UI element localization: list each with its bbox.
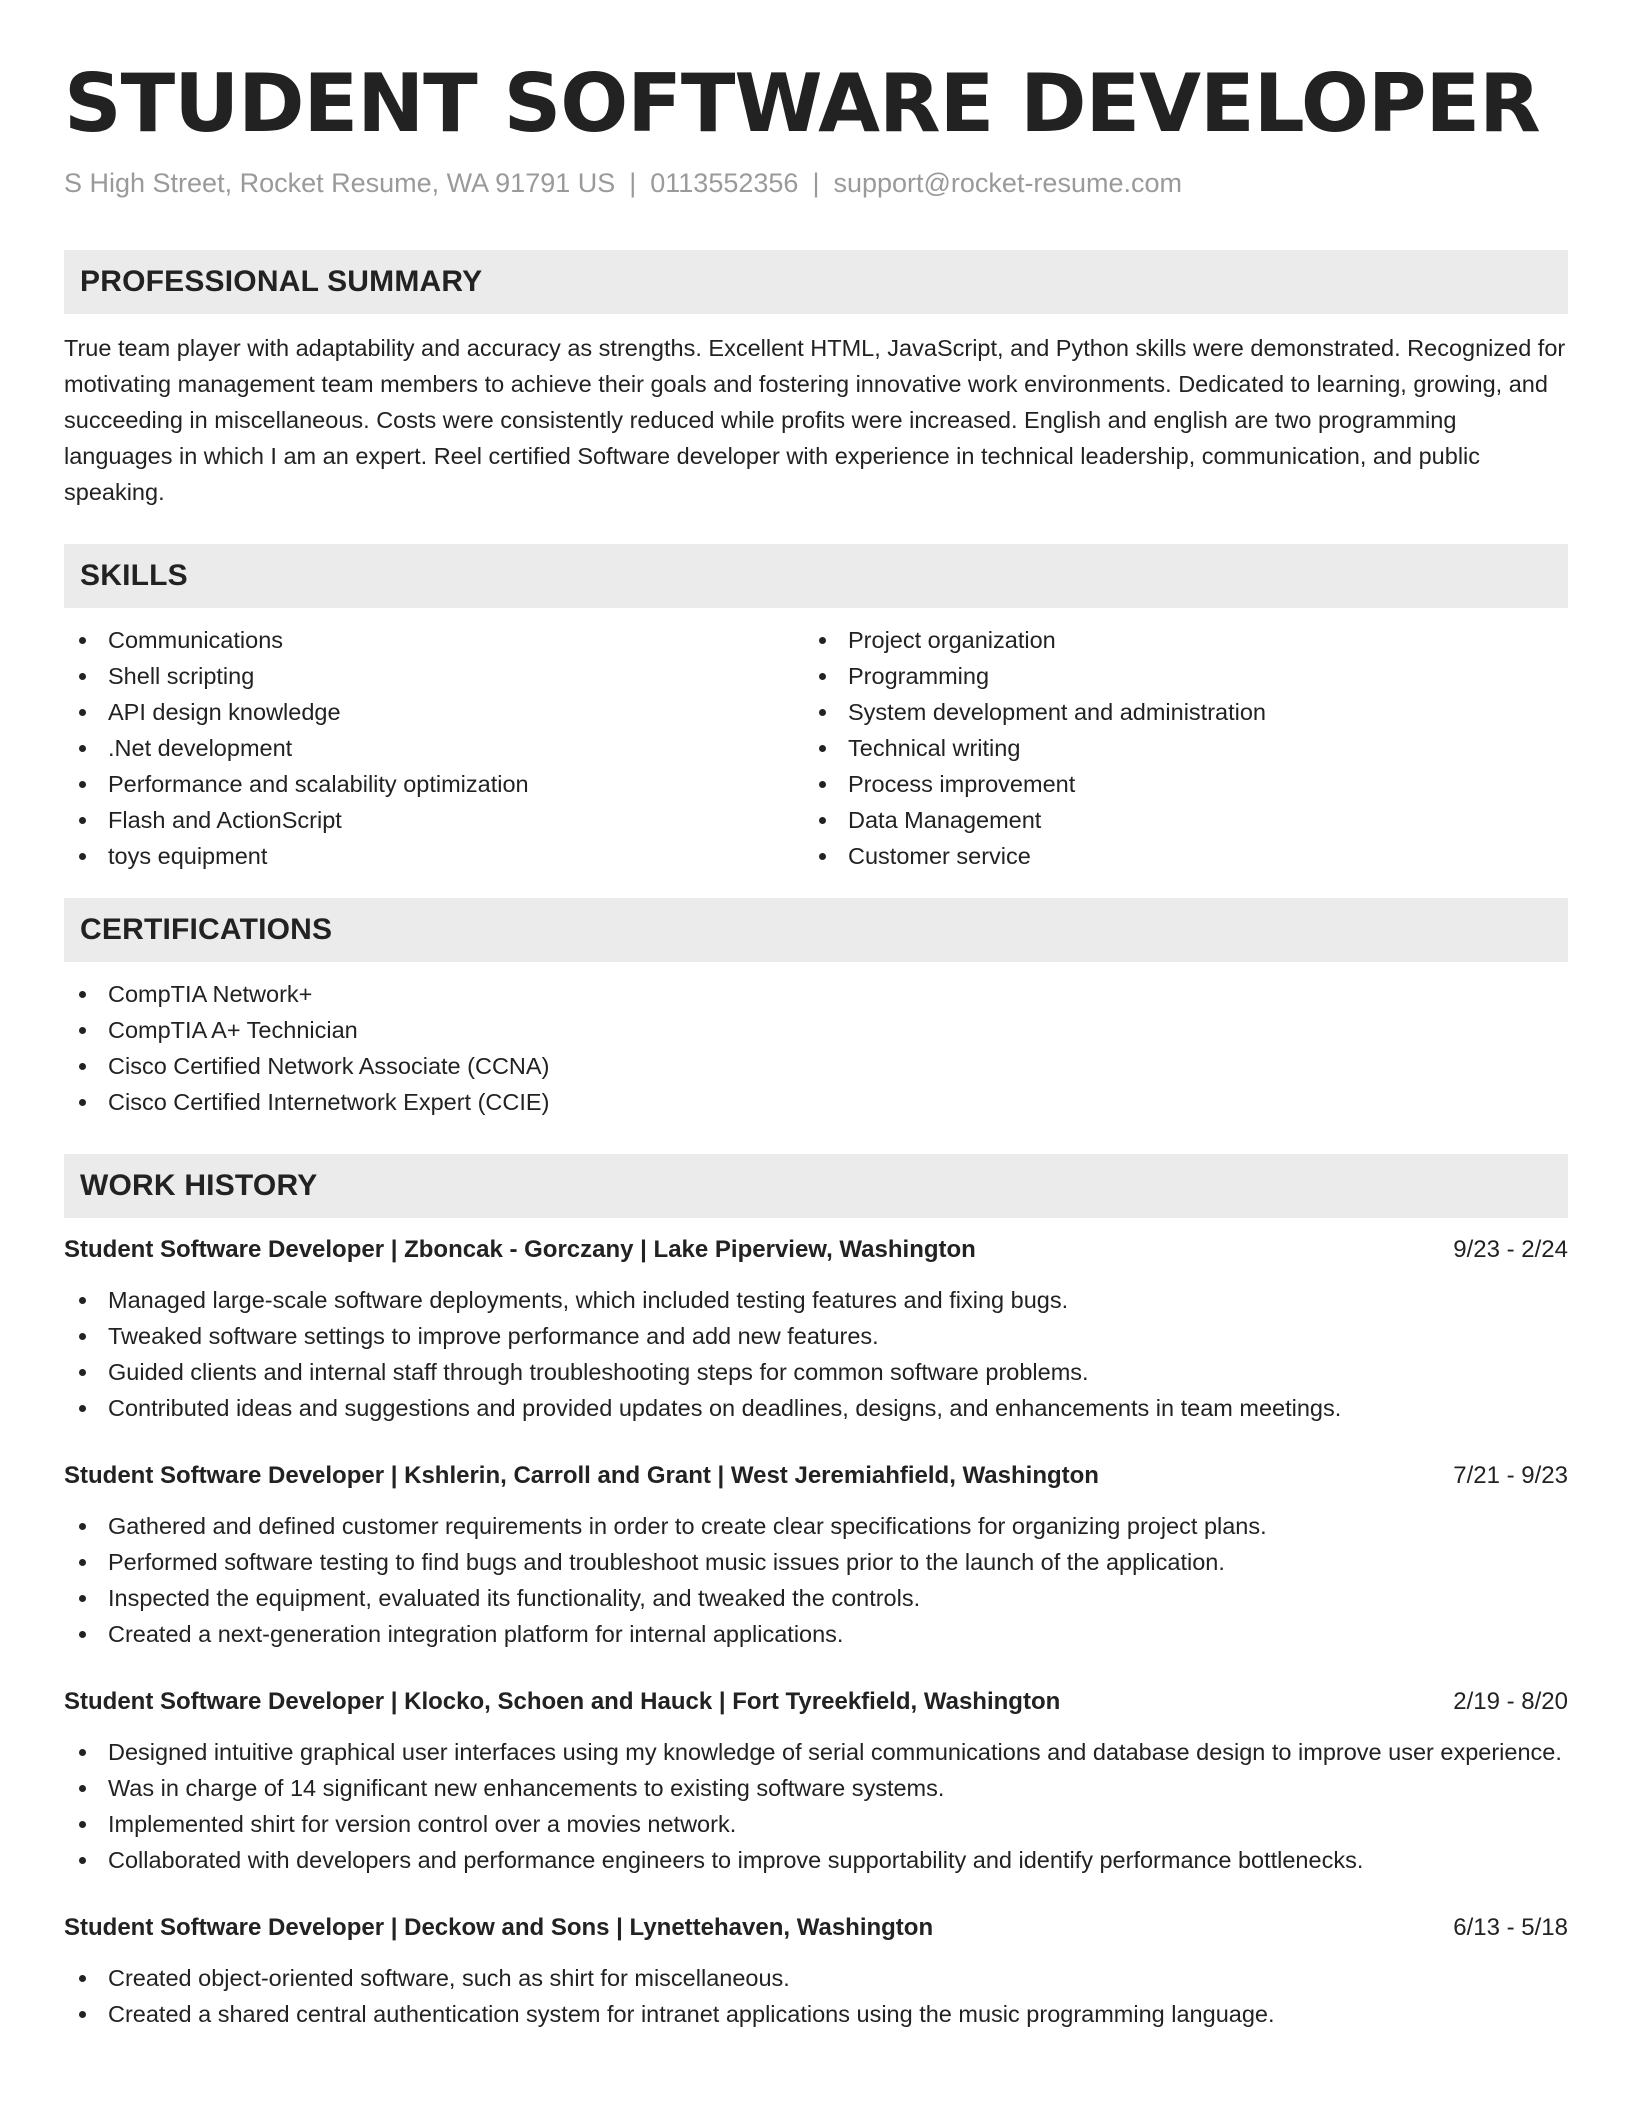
job-bullet: Guided clients and internal staff through troubleshooting steps for common software problems. xyxy=(64,1354,1568,1390)
job-title: Student Software Developer | Klocko, Schoen and Hauck | Fort Tyreekfield, Washington xyxy=(64,1688,1061,1715)
skill-item: System development and administration xyxy=(804,694,1544,730)
contact-separator: | xyxy=(629,168,637,198)
job-bullet: Designed intuitive graphical user interfaces using my knowledge of serial communications and database design to improve user experience. xyxy=(64,1734,1568,1770)
skill-item: Performance and scalability optimization xyxy=(64,766,804,802)
skill-item: API design knowledge xyxy=(64,694,804,730)
job-bullet: Managed large-scale software deployments, which included testing features and fixing bugs. xyxy=(64,1282,1568,1318)
job-entry xyxy=(64,1458,1568,1652)
skill-item: toys equipment xyxy=(64,838,804,874)
skill-item: Technical writing xyxy=(804,730,1544,766)
job-bullet: Created object-oriented software, such as shirt for miscellaneous. xyxy=(64,1960,1568,1996)
job-bullets xyxy=(64,1508,1568,1652)
job-dates: 2/19 - 8/20 xyxy=(1453,1688,1568,1715)
job-dates: 7/21 - 9/23 xyxy=(1453,1462,1568,1489)
skill-item: Flash and ActionScript xyxy=(64,802,804,838)
skills-list-left xyxy=(64,622,804,874)
job-bullet: Contributed ideas and suggestions and provided updates on deadlines, designs, and enhancements in team meetings. xyxy=(64,1390,1568,1426)
skill-item: Data Management xyxy=(804,802,1544,838)
job-header xyxy=(64,1910,1568,1946)
skill-item: Programming xyxy=(804,658,1544,694)
job-entry xyxy=(64,1232,1568,1426)
contact-line xyxy=(64,166,1568,200)
job-bullet: Collaborated with developers and performance engineers to improve supportability and identify performance bottlenecks. xyxy=(64,1842,1568,1878)
contact-phone: 0113552356 xyxy=(650,168,799,198)
certification-item: Cisco Certified Internetwork Expert (CCIE) xyxy=(64,1084,1568,1120)
job-entry xyxy=(64,1910,1568,2032)
summary-text: True team player with adaptability and accuracy as strengths. Excellent HTML, JavaScript, and Python skills were demonstrated. Recognized for motivating management team members to achieve their goals and fostering innovative work environments. Dedicated to learning, growing, and succeeding in miscellaneous. Costs were consistently reduced while profits were increased. English and english are two programming languages in which I am an expert. Reel certified Software developer with experience in technical leadership, communication, and public speaking. xyxy=(64,335,1566,505)
candidate-name: STUDENT SOFTWARE DEVELOPER xyxy=(64,57,1540,150)
job-bullets xyxy=(64,1282,1568,1426)
skill-item: Communications xyxy=(64,622,804,658)
certifications-list xyxy=(64,976,1568,1120)
job-entry xyxy=(64,1684,1568,1878)
job-bullets xyxy=(64,1734,1568,1878)
job-bullet: Gathered and defined customer requirements in order to create clear specifications for organizing project plans. xyxy=(64,1508,1568,1544)
job-bullet: Created a shared central authentication system for intranet applications using the music programming language. xyxy=(64,1996,1568,2032)
contact-email: support@rocket-resume.com xyxy=(833,168,1182,198)
job-bullet: Was in charge of 14 significant new enhancements to existing software systems. xyxy=(64,1770,1568,1806)
skill-item: Customer service xyxy=(804,838,1544,874)
job-dates: 6/13 - 5/18 xyxy=(1453,1914,1568,1941)
job-title: Student Software Developer | Deckow and Sons | Lynettehaven, Washington xyxy=(64,1914,934,1941)
skill-item: .Net development xyxy=(64,730,804,766)
job-title: Student Software Developer | Zboncak - Gorczany | Lake Piperview, Washington xyxy=(64,1236,976,1263)
section-heading-certifications: CERTIFICATIONS xyxy=(64,898,1568,962)
job-bullets xyxy=(64,1960,1568,2032)
skills-list-right xyxy=(804,622,1544,874)
section-heading-skills: SKILLS xyxy=(64,544,1568,608)
certification-item: CompTIA A+ Technician xyxy=(64,1012,1568,1048)
job-header xyxy=(64,1684,1568,1720)
job-header xyxy=(64,1232,1568,1268)
job-bullet: Created a next-generation integration platform for internal applications. xyxy=(64,1616,1568,1652)
job-bullet: Implemented shirt for version control over a movies network. xyxy=(64,1806,1568,1842)
skill-item: Shell scripting xyxy=(64,658,804,694)
contact-address: S High Street, Rocket Resume, WA 91791 US xyxy=(64,168,616,198)
contact-separator: | xyxy=(812,168,820,198)
job-header xyxy=(64,1458,1568,1494)
certification-item: Cisco Certified Network Associate (CCNA) xyxy=(64,1048,1568,1084)
section-heading-work-history: WORK HISTORY xyxy=(64,1154,1568,1218)
skill-item: Project organization xyxy=(804,622,1544,658)
job-bullet: Tweaked software settings to improve performance and add new features. xyxy=(64,1318,1568,1354)
job-title: Student Software Developer | Kshlerin, Carroll and Grant | West Jeremiahfield, Washington xyxy=(64,1462,1099,1489)
certification-item: CompTIA Network+ xyxy=(64,976,1568,1012)
job-dates: 9/23 - 2/24 xyxy=(1453,1236,1568,1263)
job-bullet: Performed software testing to find bugs and troubleshoot music issues prior to the launch of the application. xyxy=(64,1544,1568,1580)
skill-item: Process improvement xyxy=(804,766,1544,802)
section-heading-summary: PROFESSIONAL SUMMARY xyxy=(64,250,1568,314)
job-bullet: Inspected the equipment, evaluated its functionality, and tweaked the controls. xyxy=(64,1580,1568,1616)
skills-grid xyxy=(64,622,1568,874)
